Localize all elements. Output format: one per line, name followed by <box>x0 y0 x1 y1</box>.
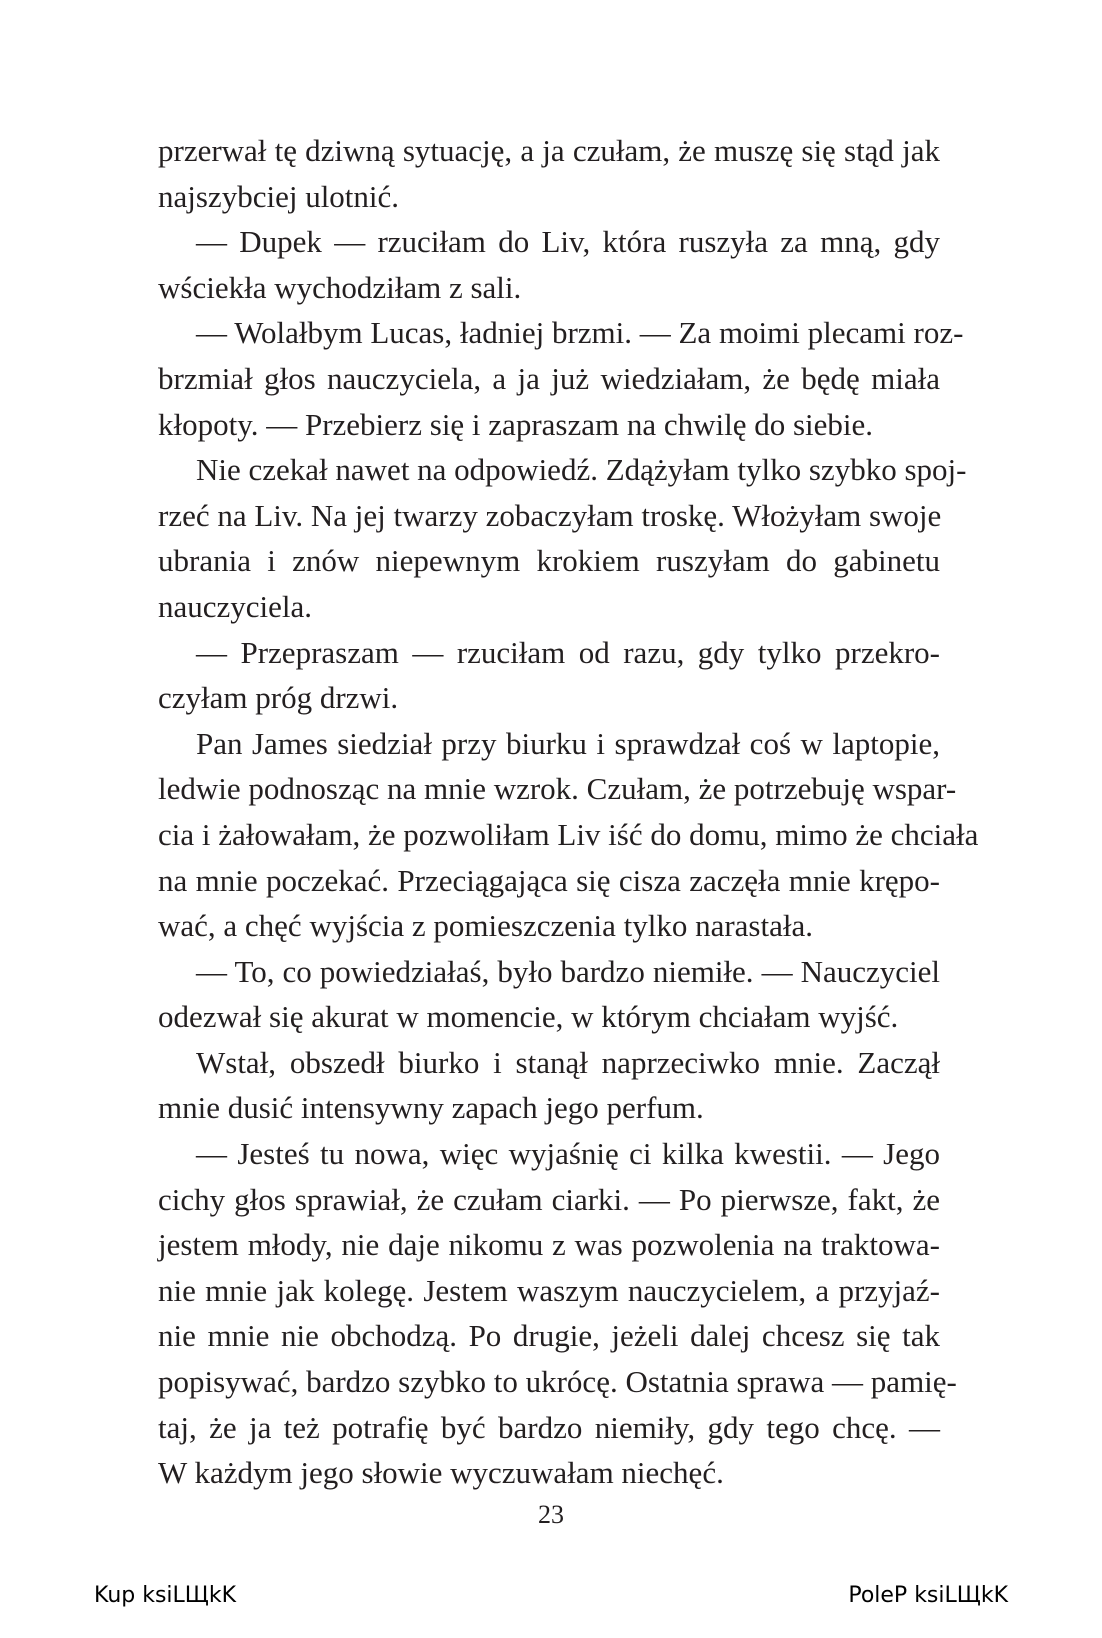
text-line: mnie dusić intensywny zapach jego perfum. <box>158 1090 704 1126</box>
text-line: nie mnie nie obchodzą. Po drugie, jeżeli dalej chcesz się tak <box>158 1318 940 1354</box>
text-line: jestem młody, nie daje nikomu z was pozwolenia na traktowa- <box>158 1227 940 1263</box>
text-line: wściekła wychodziłam z sali. <box>158 269 522 305</box>
text-line: popisywać, bardzo szybko to ukrócę. Ostatnia sprawa — pamię- <box>158 1364 957 1400</box>
buy-book-link[interactable]: Kup ksiLЩkK <box>94 1583 237 1608</box>
text-line: brzmiał głos nauczyciela, a ja już wiedziałam, że będę miała <box>158 360 940 396</box>
text-line: Pan James siedział przy biurku i sprawdzał coś w laptopie, <box>196 725 940 761</box>
text-line: kłopoty. — Przebierz się i zapraszam na chwilę do siebie. <box>158 406 874 442</box>
text-line: — Wolałbym Lucas, ładniej brzmi. — Za moimi plecami roz- <box>196 315 964 351</box>
page-number: 23 <box>538 1500 564 1529</box>
text-line: ledwie podnosząc na mnie wzrok. Czułam, że potrzebuję wspar- <box>158 771 957 807</box>
text-line: nie mnie jak kolegę. Jestem waszym nauczycielem, a przyjaź- <box>158 1272 940 1308</box>
text-line: najszybciej ulotnić. <box>158 178 400 214</box>
text-line: na mnie poczekać. Przeciągająca się cisza zaczęła mnie krępo- <box>158 862 940 898</box>
text-line: taj, że ja też potrafię być bardzo niemiły, gdy tego chcę. — <box>158 1409 940 1445</box>
text-line: wać, a chęć wyjścia z pomieszczenia tylko narastała. <box>158 908 813 944</box>
text-line: — Jesteś tu nowa, więc wyjaśnię ci kilka kwestii. — Jego <box>196 1136 940 1172</box>
text-line: cia i żałowałam, że pozwoliłam Liv iść do domu, mimo że chciała <box>158 816 979 852</box>
text-line: ubrania i znów niepewnym krokiem ruszyłam do gabinetu <box>158 543 940 579</box>
body-text <box>158 128 979 1496</box>
text-line: nauczyciela. <box>158 588 313 624</box>
text-line: — Przepraszam — rzuciłam od razu, gdy tylko przekro- <box>196 634 940 670</box>
text-line: odezwał się akurat w momencie, w którym chciałam wyjść. <box>158 999 899 1035</box>
text-line: W każdym jego słowie wyczuwałam niechęć. <box>158 1455 724 1491</box>
text-line: Wstał, obszedł biurko i stanął naprzeciwko mnie. Zaczął <box>196 1044 940 1080</box>
text-line: rzeć na Liv. Na jej twarzy zobaczyłam troskę. Włożyłam swoje <box>158 497 942 533</box>
text-line: — Dupek — rzuciłam do Liv, która ruszyła za mną, gdy <box>196 224 940 260</box>
text-line: czyłam próg drzwi. <box>158 680 399 716</box>
text-line: Nie czekał nawet na odpowiedź. Zdążyłam tylko szybko spoj- <box>196 452 967 488</box>
text-line: cichy głos sprawiał, że czułam ciarki. — Po pierwsze, fakt, że <box>158 1181 940 1217</box>
recommend-book-link[interactable]: PoleP ksiLЩkK <box>848 1583 1008 1608</box>
text-line: przerwał tę dziwną sytuację, a ja czułam, że muszę się stąd jak <box>158 133 940 168</box>
text-line: — To, co powiedziałaś, było bardzo niemiłe. — Nauczyciel <box>196 953 940 989</box>
